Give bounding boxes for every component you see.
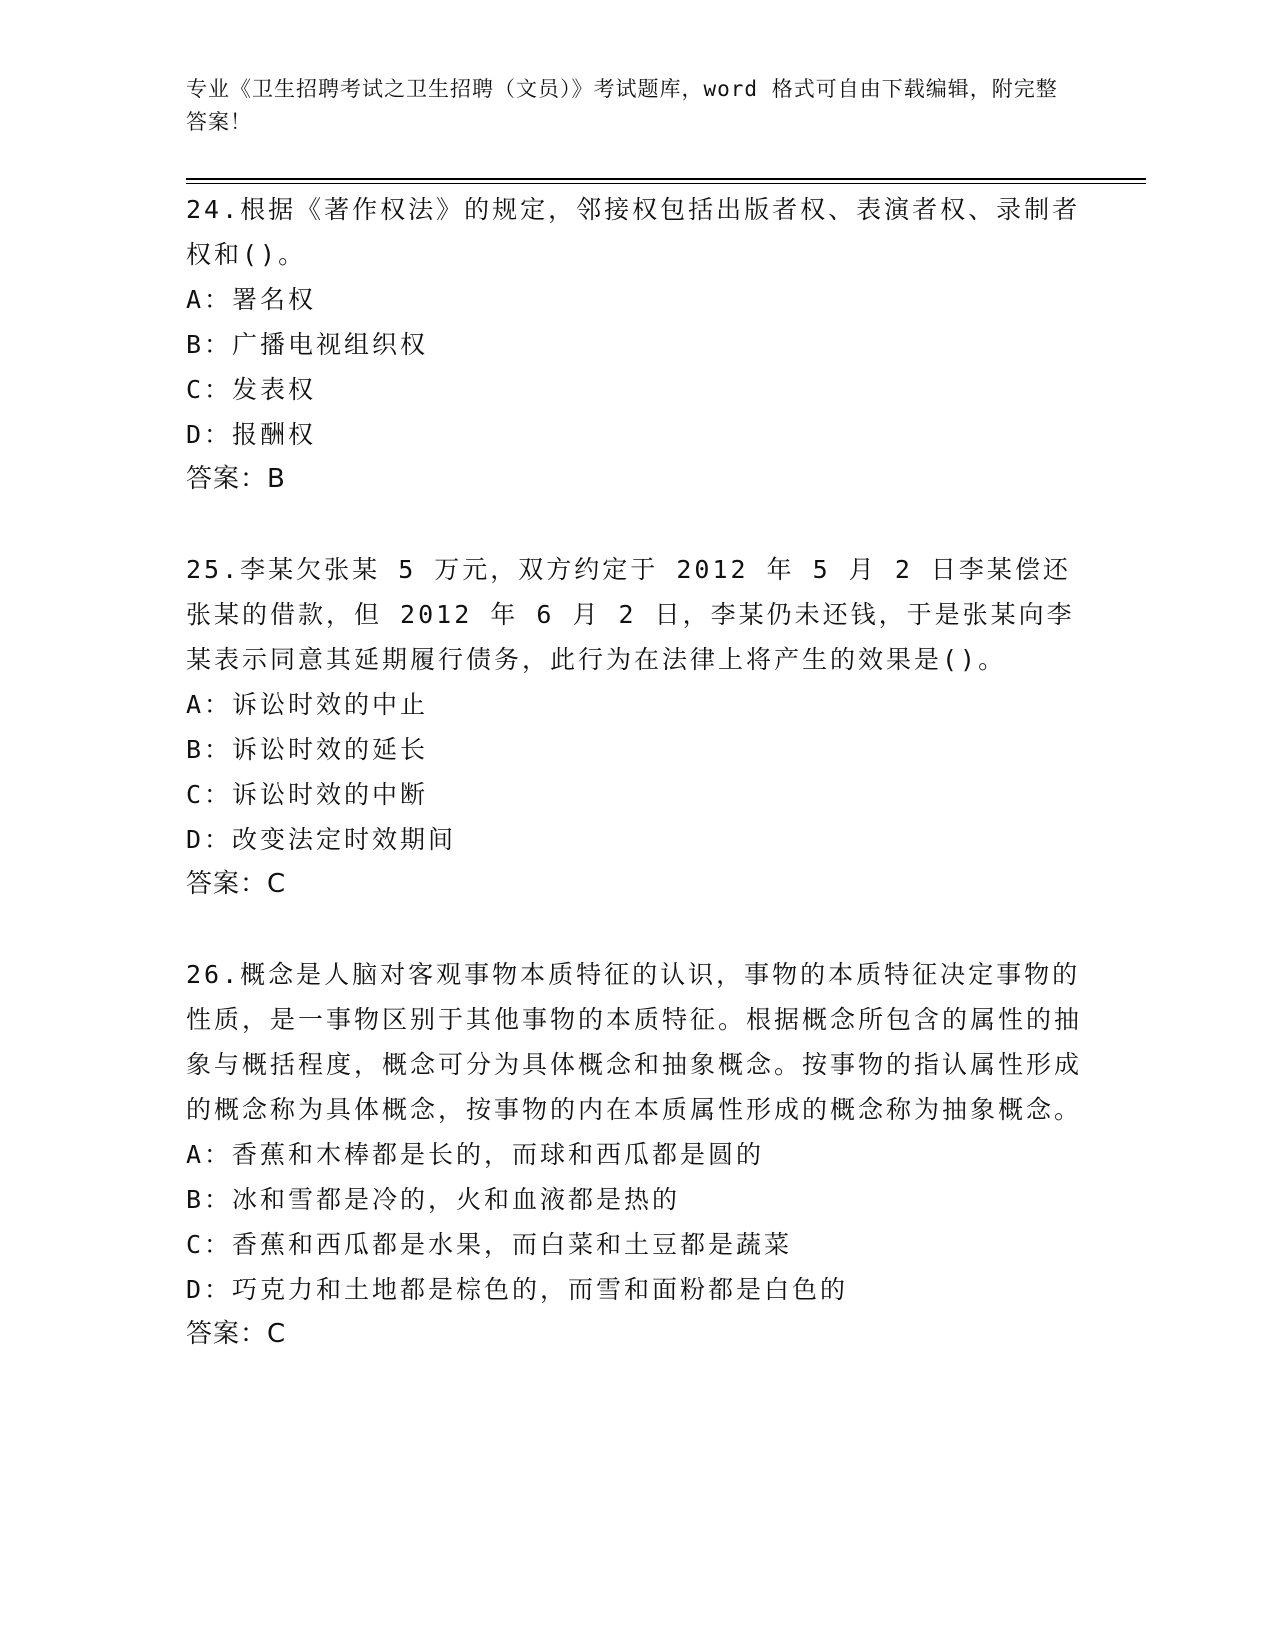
answer-line: 答案：B	[186, 464, 286, 494]
question-25	[186, 547, 1086, 907]
document-header: 专业《卫生招聘考试之卫生招聘（文员）》考试题库，word 格式可自由下载编辑，附完整答案！	[186, 77, 1058, 134]
header-rule-thin	[186, 183, 1146, 184]
question-stem: 25.李某欠张某 5 万元，双方约定于 2012 年 5 月 2 日李某偿还张某的借款，但 2012 年 6 月 2 日，李某仍未还钱，于是张某向李某表示同意其延期履行债务，此行为在法律上将产生的效果是()。	[186, 555, 1075, 674]
option-a: A：署名权	[186, 285, 317, 314]
option-c: C：诉讼时效的中断	[186, 780, 429, 809]
option-c: C：香蕉和西瓜都是水果，而白菜和土豆都是蔬菜	[186, 1230, 793, 1259]
question-26	[186, 952, 1086, 1357]
option-b: B：冰和雪都是冷的，火和血液都是热的	[186, 1185, 681, 1214]
question-spacer	[186, 907, 1086, 952]
option-d: D：报酬权	[186, 420, 317, 449]
question-24	[186, 187, 1086, 502]
answer-line: 答案：C	[186, 869, 287, 899]
option-b: B：诉讼时效的延长	[186, 735, 429, 764]
question-stem: 26.概念是人脑对客观事物本质特征的认识，事物的本质特征决定事物的性质，是一事物区别于其他事物的本质特征。根据概念所包含的属性的抽象与概括程度，概念可分为具体概念和抽象概念。按事物的指认属性形成的概念称为具体概念，按事物的内在本质属性形成的概念称为抽象概念。	[186, 960, 1083, 1124]
header-rule-thick	[186, 178, 1146, 180]
option-b: B：广播电视组织权	[186, 330, 429, 359]
answer-line: 答案：C	[186, 1319, 287, 1349]
question-stem: 24.根据《著作权法》的规定，邻接权包括出版者权、表演者权、录制者权和()。	[186, 195, 1081, 269]
option-a: A：诉讼时效的中止	[186, 690, 429, 719]
option-c: C：发表权	[186, 375, 317, 404]
option-d: D：巧克力和土地都是棕色的，而雪和面粉都是白色的	[186, 1275, 849, 1304]
question-spacer	[186, 502, 1086, 547]
question-list	[186, 187, 1086, 1357]
option-a: A：香蕉和木棒都是长的，而球和西瓜都是圆的	[186, 1140, 765, 1169]
option-d: D：改变法定时效期间	[186, 825, 457, 854]
